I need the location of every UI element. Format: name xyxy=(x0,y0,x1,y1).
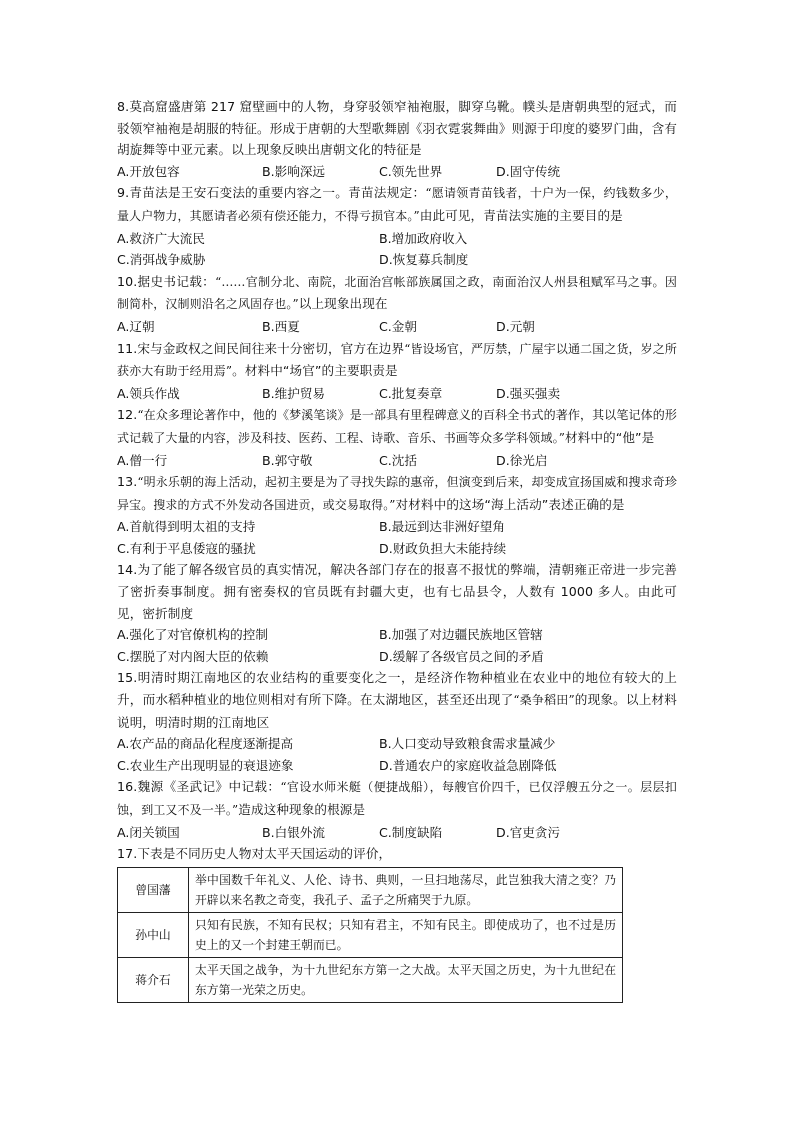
option-c: C.制度缺陷 xyxy=(379,824,443,840)
question-9 xyxy=(117,182,677,270)
quoted-material: “在众多理论著作中，他的《梦溪笔谈》是一部具有里程碑意义的百科全书式的著作，其以笔记体的形式记载了大量的内容，涉及科技、医药、工程、诗歌、音乐、书画等众多学科领域。” xyxy=(117,408,677,445)
option-a: A.闭关锁国 xyxy=(117,824,180,840)
option-c: C.摆脱了对内阁大臣的依赖 xyxy=(117,648,269,664)
option-a: A.首航得到明太祖的支持 xyxy=(117,519,256,535)
option-b: B.人口变动导致粮食需求量减少 xyxy=(379,736,556,752)
options xyxy=(117,516,677,538)
question-stem: 9.青苗法是王安石变法的重要内容之一。青苗法规定：“愿请领青苗钱者，十户为一保，约钱数多少，量人户物力，其愿请者必须有偿还能力，不得亏损官本。”由此可见，青苗法实施的主要目的是 xyxy=(117,185,677,223)
option-a: A.辽朝 xyxy=(117,318,155,334)
options xyxy=(117,624,677,646)
question-stem: 12.“在众多理论著作中，他的《梦溪笔谈》是一部具有里程碑意义的百科全书式的著作，其以笔记体的形式记载了大量的内容，涉及科技、医药、工程、诗歌、音乐、书画等众多学科领域。”材料中的“他”是 xyxy=(117,407,677,445)
option-b: B.郭守敬 xyxy=(262,452,313,468)
option-a: A.领兵作战 xyxy=(117,385,180,401)
quoted-material: “官设水师米艇（便捷战船），每艘官价四千，已仅浮艘五分之一。层层扣蚀，到工又不及一半。” xyxy=(117,780,678,817)
option-a: A.强化了对官僚机构的控制 xyxy=(117,627,268,643)
option-a: A.僧一行 xyxy=(117,452,168,468)
question-stem: 17.下表是不同历史人物对太平天国运动的评价， xyxy=(117,846,392,862)
question-13 xyxy=(117,471,677,559)
quoted-material: “愿请领青苗钱者，十户为一保，约钱数多少，量人户物力，其愿请者必须有偿还能力，不得亏损官本。” xyxy=(117,186,677,223)
option-c: C.沈括 xyxy=(379,452,417,468)
options xyxy=(117,316,677,338)
question-12 xyxy=(117,404,677,471)
option-b: B.西夏 xyxy=(262,318,300,334)
option-d: D.财政负担大未能持续 xyxy=(379,540,507,556)
table-row xyxy=(118,912,623,957)
question-10 xyxy=(117,271,677,338)
question-16 xyxy=(117,776,677,843)
evaluation-table xyxy=(117,867,623,1003)
option-b: B.影响深远 xyxy=(262,163,326,179)
table-row xyxy=(118,957,623,1002)
option-c: C.金朝 xyxy=(379,318,417,334)
option-a: A.农产品的商品化程度逐渐提高 xyxy=(117,736,294,752)
option-c: C.有利于平息倭寇的骚扰 xyxy=(117,540,256,556)
question-17 xyxy=(117,843,677,1003)
option-d: D.恢复募兵制度 xyxy=(379,252,469,268)
question-stem: 11.宋与金政权之间民间往来十分密切，官方在边界“皆设场官，严厉禁，广屋宇以通二国之货，岁之所获亦大有助于经用焉”。材料中“场官”的主要职责是 xyxy=(117,340,677,379)
evaluation-text: 举中国数千年礼义、人伦、诗书、典则，一旦扫地荡尽，此岂独我大清之变？乃开辟以来名教之奇变，我孔子、孟子之所痛哭于九原。 xyxy=(189,867,623,912)
quoted-material: “皆设场官，严厉禁，广屋宇以通二国之货，岁之所获亦大有助于经用焉” xyxy=(117,341,677,379)
options xyxy=(117,383,677,405)
question-stem: 10.据史书记载：“……官制分北、南院，北面治宫帐部族属国之政，南面治汉人州县租赋军马之事。因制简朴，汉制则沿名之风固存也。”以上现象出现在 xyxy=(117,273,677,312)
option-b: B.白银外流 xyxy=(262,824,326,840)
quoted-material: “桑争稻田” xyxy=(513,693,575,708)
option-d: D.固守传统 xyxy=(496,163,561,179)
option-d: D.缓解了各级官员之间的矛盾 xyxy=(379,648,544,664)
option-c: C.消弭战争威胁 xyxy=(117,252,206,268)
option-b: B.增加政府收入 xyxy=(379,230,468,246)
option-b: B.加强了对边疆民族地区管辖 xyxy=(379,627,543,643)
options xyxy=(117,450,677,472)
option-a: A.开放包容 xyxy=(117,163,180,179)
option-c: C.批复奏章 xyxy=(379,385,443,401)
option-c: C.农业生产出现明显的衰退迹象 xyxy=(117,757,294,773)
quoted-material: “明永乐朝的海上活动，起初主要是为了寻找失踪的惠帝，但演变到后来，却变成宣扬国威和搜求奇珍异宝。搜求的方式不外发动各国进贡，或交易取得。” xyxy=(117,475,677,512)
option-b: B.维护贸易 xyxy=(262,385,326,401)
question-14 xyxy=(117,559,677,667)
question-11 xyxy=(117,338,677,405)
option-d: D.强买强卖 xyxy=(496,385,561,401)
options xyxy=(117,733,677,755)
option-d: D.元朝 xyxy=(496,318,535,334)
options xyxy=(117,646,677,668)
options xyxy=(117,538,677,560)
question-stem: 15.明清时期江南地区的农业结构的重要变化之一，是经济作物种植业在农业中的地位有较大的上升，而水稻种植业的地位则相对有所下降。在太湖地区，甚至还出现了“桑争稻田”的现象。以上材料说明，明清时期的江南地区 xyxy=(117,670,677,730)
evaluation-text: 只知有民族，不知有民权；只知有君主，不知有民主。即使成功了，也不过是历史上的又一个封建王朝而已。 xyxy=(189,912,623,957)
exam-page xyxy=(117,96,677,1003)
options xyxy=(117,822,677,844)
option-d: D.徐光启 xyxy=(496,452,548,468)
question-8 xyxy=(117,96,677,182)
table-row xyxy=(118,867,623,912)
options xyxy=(117,161,677,183)
options xyxy=(117,228,677,250)
person-name: 曾国藩 xyxy=(118,867,189,912)
question-stem: 8.莫高窟盛唐第 217 窟壁画中的人物，身穿驳领窄袖袍服，脚穿乌靴。幞头是唐朝典型的冠式，而驳领窄袖袍是胡服的特征。形成于唐朝的大型歌舞剧《羽衣霓裳舞曲》则源于印度的婆罗门曲，含有胡旋舞等中亚元素。以上现象反映出唐朝文化的特征是 xyxy=(117,99,677,158)
evaluation-text: 太平天国之战争，为十九世纪东方第一之大战。太平天国之历史，为十九世纪在东方第一光荣之历史。 xyxy=(189,957,623,1002)
options xyxy=(117,755,677,777)
option-d: D.官吏贪污 xyxy=(496,824,561,840)
option-d: D.普通农户的家庭收益急剧降低 xyxy=(379,757,557,773)
option-c: C.领先世界 xyxy=(379,163,443,179)
option-b: B.最远到达非洲好望角 xyxy=(379,519,505,535)
question-stem: 13.“明永乐朝的海上活动，起初主要是为了寻找失踪的惠帝，但演变到后来，却变成宣扬国威和搜求奇珍异宝。搜求的方式不外发动各国进贡，或交易取得。”对材料中的这场“海上活动”表述正确的是 xyxy=(117,474,677,512)
option-a: A.救济广大流民 xyxy=(117,230,205,246)
person-name: 蒋介石 xyxy=(118,957,189,1002)
quoted-material: “……官制分北、南院，北面治宫帐部族属国之政，南面治汉人州县租赋军马之事。因制简朴，汉制则沿名之风固存也。” xyxy=(117,274,677,312)
options xyxy=(117,249,677,271)
person-name: 孙中山 xyxy=(118,912,189,957)
question-15 xyxy=(117,667,677,776)
question-stem: 16.魏源《圣武记》中记载：“官设水师米艇（便捷战船），每艘官价四千，已仅浮艘五分之一。层层扣蚀，到工又不及一半。”造成这种现象的根源是 xyxy=(117,779,678,817)
question-stem: 14.为了能了解各级官员的真实情况，解决各部门存在的报喜不报忧的弊端，清朝雍正帝进一步完善了密折奏事制度。拥有密奏权的官员既有封疆大吏，也有七品县令，人数有 1000 多人。由此可见，密折制度 xyxy=(117,562,677,621)
